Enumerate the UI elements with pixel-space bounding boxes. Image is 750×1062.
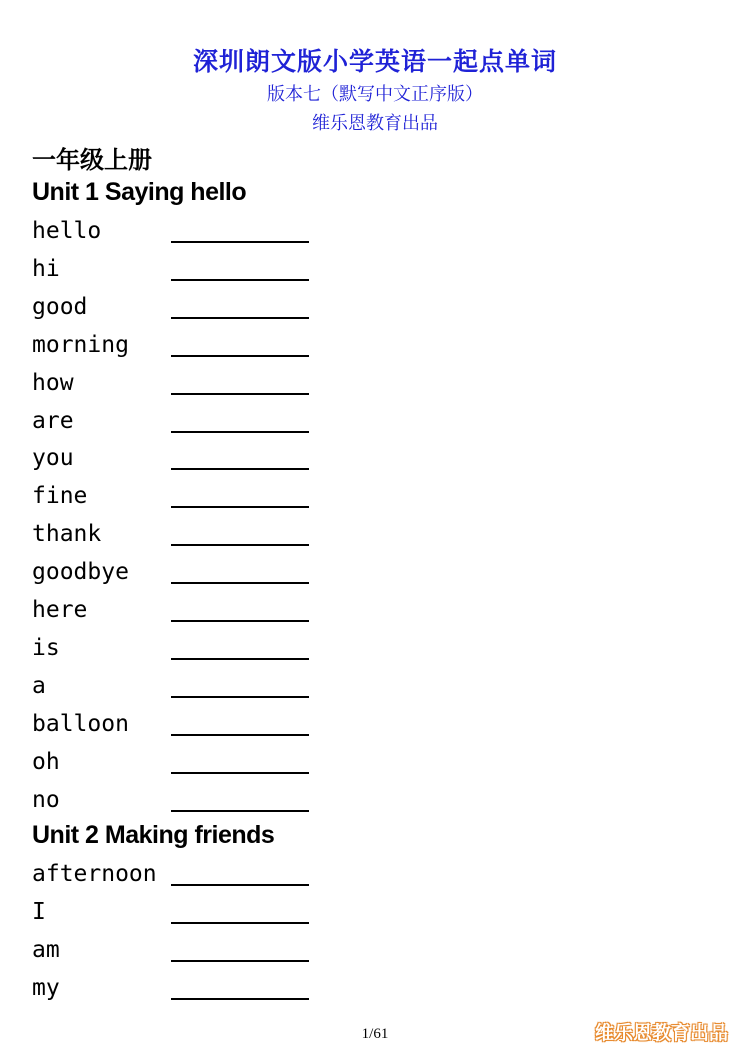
word-text: morning	[32, 331, 129, 358]
word-row	[32, 292, 322, 322]
document-title: 深圳朗文版小学英语一起点单词	[192, 47, 557, 76]
word-text: how	[32, 369, 74, 396]
answer-blank-line[interactable]	[171, 279, 309, 281]
answer-blank-line[interactable]	[171, 544, 309, 546]
word-text: am	[32, 936, 60, 963]
word-text: oh	[32, 748, 60, 775]
answer-blank-line[interactable]	[171, 658, 309, 660]
word-row	[32, 519, 322, 549]
word-text: hi	[32, 255, 60, 282]
word-text: are	[32, 407, 74, 434]
word-text: is	[32, 634, 60, 661]
word-row	[32, 671, 322, 701]
answer-blank-line[interactable]	[171, 393, 309, 395]
word-text: hello	[32, 218, 102, 244]
word-text: goodbye	[32, 559, 129, 586]
answer-blank-line[interactable]	[171, 355, 309, 357]
word-row	[32, 973, 322, 1003]
word-row	[32, 557, 322, 587]
word-row	[32, 443, 322, 473]
answer-blank-line[interactable]	[171, 241, 309, 243]
answer-blank-line[interactable]	[171, 810, 309, 812]
unit-heading: Unit 1 Saying hello	[32, 178, 247, 206]
word-row	[32, 633, 322, 663]
word-text: afternoon	[32, 861, 157, 887]
answer-blank-line[interactable]	[171, 696, 309, 698]
word-row	[32, 747, 322, 777]
word-text: balloon	[32, 710, 129, 737]
word-row	[32, 935, 322, 965]
grade-heading: 一年级上册	[32, 146, 152, 174]
answer-blank-line[interactable]	[171, 772, 309, 774]
answer-blank-line[interactable]	[171, 317, 309, 319]
answer-blank-line[interactable]	[171, 468, 309, 470]
word-row	[32, 216, 322, 246]
word-row	[32, 330, 322, 360]
word-text: thank	[32, 521, 102, 548]
word-row	[32, 859, 322, 889]
word-row	[32, 595, 322, 625]
document-subtitle: 版本七（默写中文正序版）	[267, 84, 483, 105]
answer-blank-line[interactable]	[171, 998, 309, 1000]
word-text: good	[32, 293, 88, 320]
word-row	[32, 368, 322, 398]
word-row	[32, 481, 322, 511]
word-text: you	[32, 445, 74, 472]
word-row	[32, 254, 322, 284]
watermark-logo: 维乐恩教育出品	[594, 1022, 728, 1044]
answer-blank-line[interactable]	[171, 734, 309, 736]
answer-blank-line[interactable]	[171, 922, 309, 924]
word-text: here	[32, 597, 88, 623]
answer-blank-line[interactable]	[171, 884, 309, 886]
word-text: no	[32, 786, 60, 813]
word-text: I	[32, 898, 46, 925]
word-text: a	[32, 672, 46, 699]
word-row	[32, 785, 322, 815]
word-row	[32, 709, 322, 739]
answer-blank-line[interactable]	[171, 960, 309, 962]
answer-blank-line[interactable]	[171, 582, 309, 584]
word-row	[32, 897, 322, 927]
page-number: 1/61	[361, 1026, 389, 1042]
publisher-label: 维乐恩教育出品	[312, 113, 438, 134]
word-text: my	[32, 974, 60, 1001]
answer-blank-line[interactable]	[171, 506, 309, 508]
answer-blank-line[interactable]	[171, 431, 309, 433]
unit-heading: Unit 2 Making friends	[32, 821, 275, 849]
word-text: fine	[32, 483, 88, 510]
word-row	[32, 406, 322, 436]
answer-blank-line[interactable]	[171, 620, 309, 622]
